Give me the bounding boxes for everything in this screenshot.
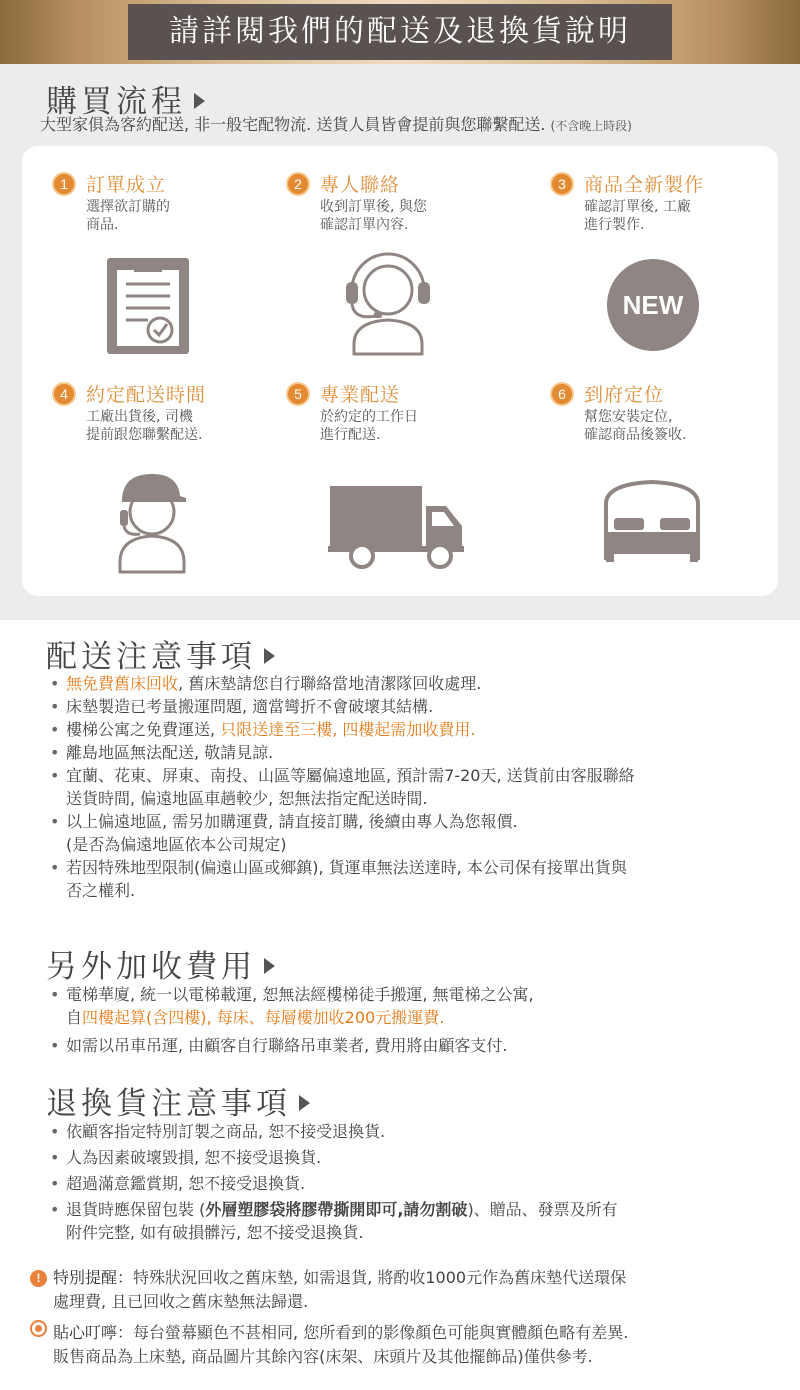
- arrow-right-icon: [264, 958, 275, 974]
- step-desc-line: 工廠出貨後, 司機: [86, 409, 193, 425]
- returns-heading: [46, 1078, 310, 1123]
- step-number: 6: [550, 382, 574, 406]
- returns-list: [58, 1120, 618, 1244]
- extra-title: 另外加收費用: [46, 949, 256, 985]
- step-desc-line: 幫您安裝定位,: [584, 409, 673, 425]
- step-desc-line: 進行配送.: [320, 427, 381, 443]
- list-item: [58, 741, 635, 764]
- step-desc-line: 進行製作.: [584, 217, 645, 233]
- list-item: [58, 856, 635, 902]
- step-number: 2: [286, 172, 310, 196]
- arrow-right-icon: [299, 1095, 310, 1111]
- item-text: , 舊床墊請您自行聯絡當地清潔隊回收處理.: [178, 674, 482, 693]
- highlight-text: 只限送達至三樓, 四樓起需加收費用.: [220, 720, 476, 739]
- steps-card: [22, 146, 778, 596]
- step-desc-line: 確認商品後簽收.: [584, 427, 687, 443]
- item-text: • 宜蘭、花東、屏東、南投、山區等屬偏遠地區, 預計需7-20天, 送貨前由客服聯絡: [66, 766, 635, 785]
- item-text: 離島地區無法配送, 敬請見諒.: [66, 743, 274, 762]
- step-number: 4: [52, 382, 76, 406]
- delivery-heading: [46, 631, 275, 676]
- purchase-intro: [40, 112, 632, 135]
- list-item: [58, 672, 635, 695]
- purchase-title: 購買流程: [46, 84, 186, 120]
- new-badge-text: NEW: [622, 290, 684, 320]
- list-item: [58, 1172, 618, 1195]
- note-text: 特殊狀況回收之舊床墊, 如需退貨, 將酌收1000元作為舊床墊代送環保: [133, 1268, 627, 1287]
- clipboard-check-icon: [106, 256, 192, 356]
- step-desc: [86, 198, 170, 234]
- step-number: 3: [550, 172, 574, 196]
- intro-text: 大型家俱為客約配送, 非一般宅配物流. 送貨人員皆會提前與您聯繫配送.: [40, 115, 546, 134]
- item-text: 如需以吊車吊運, 由顧客自行聯絡吊車業者, 費用將由顧客支付.: [66, 1036, 508, 1055]
- step-desc: [320, 408, 418, 444]
- list-item: [58, 695, 635, 718]
- note-text: 販售商品為上床墊, 商品圖片其餘內容(床架、床頭片及其他擺飾品)僅供參考.: [53, 1347, 593, 1366]
- delivery-truck-icon: [328, 484, 468, 570]
- item-text: • 電梯華廈, 統一以電梯載運, 恕無法經樓梯徒手搬運, 無電梯之公寓,: [66, 985, 534, 1004]
- arrow-right-icon: [194, 93, 205, 109]
- note-label: 特別提醒：: [53, 1268, 134, 1287]
- special-reminder: [30, 1266, 626, 1314]
- step-desc: [320, 198, 427, 234]
- list-item: [58, 764, 635, 810]
- list-item: [58, 983, 534, 1029]
- step-number: 1: [52, 172, 76, 196]
- item-text: 人為因素破壞毀損, 恕不接受退換貨.: [66, 1148, 322, 1167]
- item-text: 附件完整, 如有破損髒污, 恕不接受退換貨.: [66, 1223, 364, 1242]
- arrow-right-icon: [264, 648, 275, 664]
- step-desc-line: 提前跟您聯繫配送.: [86, 427, 203, 443]
- note-text: 處理費, 且已回收之舊床墊無法歸還.: [53, 1292, 309, 1311]
- step-desc-line: 於約定的工作日: [320, 409, 418, 425]
- item-text: • 若因特殊地型限制(偏遠山區或鄉鎮), 貨運車無法送達時, 本公司保有接單出貨與: [66, 858, 627, 877]
- step-number: 5: [286, 382, 310, 406]
- item-text: 超過滿意鑑賞期, 恕不接受退換貨.: [66, 1174, 306, 1193]
- step-desc: [86, 408, 202, 444]
- list-item: [58, 810, 635, 856]
- step-desc-line: 確認訂單後, 工廠: [584, 199, 691, 215]
- friendly-reminder: [30, 1320, 628, 1369]
- note-text: 每台螢幕顯色不甚相同, 您所看到的影像顏色可能與實體顏色略有差異.: [133, 1323, 629, 1342]
- returns-title: 退換貨注意事項: [46, 1086, 291, 1122]
- list-item: [58, 1034, 534, 1057]
- driver-cap-icon: [112, 472, 192, 574]
- step-title: 到府定位: [584, 384, 665, 406]
- item-text: 送貨時間, 偏遠地區車趟較少, 恕無法指定配送時間.: [66, 789, 428, 808]
- intro-note: (不含晚上時段): [550, 119, 632, 133]
- banner: [0, 0, 800, 64]
- item-text: 依顧客指定特別訂製之商品, 恕不接受退換貨.: [66, 1122, 386, 1141]
- step-title: 商品全新製作: [584, 174, 705, 196]
- step-title: 專人聯絡: [320, 174, 401, 196]
- step-desc-line: 選擇欲訂購的: [86, 199, 170, 215]
- item-text: 自: [66, 1008, 83, 1027]
- bold-text: 外層塑膠袋將膠帶撕開即可,請勿割破: [205, 1200, 468, 1219]
- new-badge-icon: [606, 258, 700, 352]
- list-item: [58, 718, 635, 741]
- step-title: 訂單成立: [86, 174, 167, 196]
- step-desc: [584, 198, 691, 234]
- banner-title: 請詳閱我們的配送及退換貨說明: [128, 4, 672, 60]
- step-desc-line: 收到訂單後, 與您: [320, 199, 427, 215]
- list-item: [58, 1146, 618, 1169]
- item-text: • 以上偏遠地區, 需另加購運費, 請直接訂購, 後續由專人為您報價.: [66, 812, 518, 831]
- highlight-text: 無免費舊床回收: [66, 674, 179, 693]
- step-desc: [584, 408, 686, 444]
- extra-heading: [46, 941, 275, 986]
- delivery-list: [58, 672, 635, 902]
- headset-person-icon: [340, 250, 436, 356]
- delivery-title: 配送注意事項: [46, 639, 256, 675]
- extra-list: [58, 983, 534, 1057]
- item-text: )、贈品、發票及所有: [467, 1200, 618, 1219]
- highlight-text: 四樓起算(含四樓), 每床、每層樓加收200元搬運費.: [82, 1008, 445, 1027]
- heart-icon: [30, 1320, 47, 1337]
- step-title: 專業配送: [320, 384, 401, 406]
- list-item: [58, 1120, 618, 1143]
- item-text: 床墊製造已考量搬運問題, 適當彎折不會破壞其結構.: [66, 697, 434, 716]
- list-item: [58, 1198, 618, 1244]
- item-text: 否之權利.: [66, 881, 136, 900]
- alert-icon: !: [30, 1270, 47, 1287]
- step-title: 約定配送時間: [86, 384, 207, 406]
- bed-icon: [602, 478, 702, 564]
- note-label: 貼心叮嚀：: [53, 1323, 134, 1342]
- step-desc-line: 商品.: [86, 217, 119, 233]
- step-desc-line: 確認訂單內容.: [320, 217, 409, 233]
- item-text: 退貨時應保留包裝 (: [66, 1200, 206, 1219]
- item-text: 樓梯公寓之免費運送,: [66, 720, 221, 739]
- item-text: (是否為偏遠地區依本公司規定): [66, 835, 287, 854]
